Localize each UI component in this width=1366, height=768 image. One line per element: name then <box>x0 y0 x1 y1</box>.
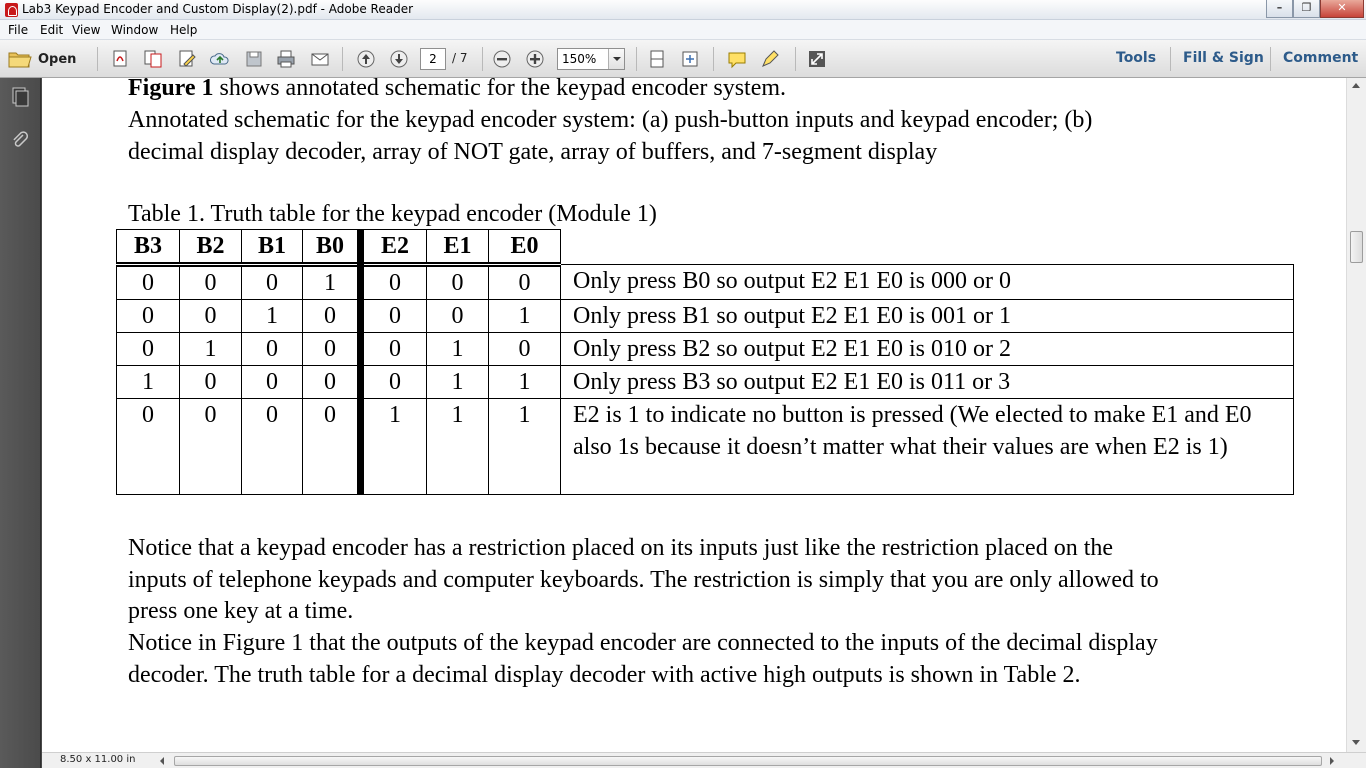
combine-files-icon <box>143 49 163 69</box>
menu-file[interactable]: File <box>8 23 29 37</box>
create-pdf-icon <box>111 49 131 69</box>
cell: 0 <box>427 300 489 333</box>
horizontal-scroll-thumb[interactable] <box>174 756 1322 766</box>
row-description: Only press B1 so output E2 E1 E0 is 001 or 1 <box>561 300 1294 333</box>
toolbar-separator <box>1170 47 1171 71</box>
header-b2: B2 <box>180 230 242 265</box>
toolbar-separator <box>482 47 483 71</box>
cell: 0 <box>242 333 303 366</box>
comment-pane-button[interactable]: Comment <box>1283 50 1359 66</box>
cell: 0 <box>361 300 427 333</box>
zoom-value: 150% <box>562 52 597 66</box>
cell: 0 <box>180 399 242 495</box>
page-total: / 7 <box>452 51 468 65</box>
cell: 0 <box>489 265 561 300</box>
cell: 0 <box>303 333 361 366</box>
cell: 1 <box>117 366 180 399</box>
header-e0: E0 <box>489 230 561 265</box>
minimize-button[interactable] <box>1266 0 1293 18</box>
status-bar <box>42 752 1366 768</box>
title-bar <box>0 0 1366 20</box>
scroll-left-arrow-icon[interactable] <box>160 757 164 765</box>
combine-files-button[interactable] <box>142 48 164 70</box>
minus-circle-icon <box>492 49 512 69</box>
caption-line-2: decimal display decoder, array of NOT gate, array of buffers, and 7-segment display <box>128 139 938 165</box>
table-header-row <box>117 230 1294 265</box>
page-thumbnails-icon[interactable] <box>9 86 31 108</box>
cell: 1 <box>489 399 561 495</box>
zoom-select[interactable] <box>557 48 625 70</box>
row-description: Only press B2 so output E2 E1 E0 is 010 or 2 <box>561 333 1294 366</box>
menu-view[interactable]: View <box>72 23 101 37</box>
cell: 0 <box>303 399 361 495</box>
menu-help[interactable]: Help <box>170 23 198 37</box>
cell: 0 <box>242 265 303 300</box>
vertical-scrollbar[interactable] <box>1346 78 1366 752</box>
fill-sign-pane-button[interactable]: Fill & Sign <box>1183 50 1264 66</box>
table-title: Table 1. Truth table for the keypad encoder (Module 1) <box>128 201 657 227</box>
cell: 0 <box>180 265 242 300</box>
fit-width-button[interactable] <box>646 48 668 70</box>
paragraph-1-line-1: Notice that a keypad encoder has a restriction placed on its inputs just like the restriction placed on the <box>128 535 1114 561</box>
expand-icon <box>680 49 700 69</box>
comment-bubble-icon <box>727 49 747 69</box>
open-button[interactable] <box>8 48 76 70</box>
cell: 1 <box>180 333 242 366</box>
cell: 0 <box>303 366 361 399</box>
cell: 0 <box>303 300 361 333</box>
folder-icon <box>8 49 32 69</box>
scroll-right-arrow-icon[interactable] <box>1330 757 1334 765</box>
figure-label: Figure 1 <box>128 78 214 101</box>
header-empty <box>561 230 1294 265</box>
row-description: Only press B0 so output E2 E1 E0 is 000 or 0 <box>561 265 1294 300</box>
adobe-reader-icon <box>5 3 18 17</box>
plus-circle-icon <box>525 49 545 69</box>
minimize-icon: – <box>1276 1 1283 14</box>
arrow-down-icon <box>389 49 409 69</box>
cell: 0 <box>180 300 242 333</box>
print-icon <box>276 49 296 69</box>
toolbar-separator <box>713 47 714 71</box>
arrow-up-icon <box>356 49 376 69</box>
navigation-pane-strip <box>0 78 41 768</box>
cell: 0 <box>242 399 303 495</box>
figure-description: shows annotated schematic for the keypad encoder system. <box>213 78 787 101</box>
fit-page-icon <box>647 49 667 69</box>
navigation-pane <box>0 78 42 768</box>
paragraph-2-line-2: decoder. The truth table for a decimal display decoder with active high outputs is shown in Table 2. <box>128 662 1081 688</box>
paragraph-1-line-3: press one key at a time. <box>128 598 354 624</box>
cell: 0 <box>117 300 180 333</box>
row-description: Only press B3 so output E2 E1 E0 is 011 or 3 <box>561 366 1294 399</box>
table-row <box>117 265 1294 300</box>
close-icon: ✕ <box>1337 1 1347 14</box>
previous-page-button[interactable] <box>355 48 377 70</box>
toolbar-separator <box>795 47 796 71</box>
cell: 0 <box>242 366 303 399</box>
sticky-note-button[interactable] <box>726 48 748 70</box>
window-title: Lab3 Keypad Encoder and Custom Display(2).pdf - Adobe Reader <box>22 2 414 16</box>
arrows-expand-icon <box>807 49 827 69</box>
vertical-scroll-thumb[interactable] <box>1350 231 1363 263</box>
cell: 1 <box>242 300 303 333</box>
cell: 0 <box>180 366 242 399</box>
cell: 0 <box>117 265 180 300</box>
cloud-upload-icon <box>210 49 230 69</box>
save-icon <box>244 49 264 69</box>
cell: 0 <box>117 333 180 366</box>
row-description: E2 is 1 to indicate no button is pressed (We elected to make E1 and E0 also 1s because it doesn’t matter what their values are when E2 is 1) <box>561 399 1294 495</box>
edit-button[interactable] <box>176 48 198 70</box>
cell: 1 <box>427 333 489 366</box>
cell: 0 <box>361 366 427 399</box>
table-row <box>117 300 1294 333</box>
header-b3: B3 <box>117 230 180 265</box>
full-screen-button[interactable] <box>806 48 828 70</box>
restore-icon: ❐ <box>1301 1 1312 14</box>
zoom-out-button[interactable] <box>491 48 513 70</box>
document-view[interactable] <box>42 78 1346 752</box>
paragraph-1-line-2: inputs of telephone keypads and computer keyboards. The restriction is simply that you are only allowed to <box>128 567 1159 593</box>
page-number-input[interactable]: 2 <box>420 48 446 70</box>
caption-line-1: Annotated schematic for the keypad encoder system: (a) push-button inputs and keypad encoder; (b) <box>128 107 1093 133</box>
header-e1: E1 <box>427 230 489 265</box>
window-controls <box>1266 0 1364 18</box>
upload-button[interactable] <box>209 48 231 70</box>
restore-button[interactable] <box>1293 0 1320 18</box>
toolbar-separator <box>97 47 98 71</box>
cell: 1 <box>427 366 489 399</box>
truth-table <box>116 229 1294 495</box>
email-button[interactable] <box>309 48 331 70</box>
save-button[interactable] <box>243 48 265 70</box>
menu-window[interactable]: Window <box>111 23 159 37</box>
paragraph-2-line-1: Notice in Figure 1 that the outputs of the keypad encoder are connected to the inputs of the decimal display <box>128 630 1158 656</box>
highlighter-icon <box>760 49 780 69</box>
close-button[interactable] <box>1320 0 1364 18</box>
header-e2: E2 <box>361 230 427 265</box>
envelope-icon <box>310 49 330 69</box>
create-pdf-button[interactable] <box>110 48 132 70</box>
toolbar <box>0 40 1366 78</box>
paperclip-icon[interactable] <box>9 130 31 152</box>
scroll-down-arrow-icon[interactable] <box>1352 740 1360 745</box>
scroll-up-arrow-icon[interactable] <box>1352 83 1360 88</box>
cell: 0 <box>361 265 427 300</box>
cell: 1 <box>303 265 361 300</box>
cell: 0 <box>361 333 427 366</box>
menu-edit[interactable]: Edit <box>40 23 64 37</box>
table-row <box>117 399 1294 495</box>
table-row <box>117 333 1294 366</box>
page-size-label: 8.50 x 11.00 in <box>60 754 136 765</box>
cell: 1 <box>361 399 427 495</box>
next-page-button[interactable] <box>388 48 410 70</box>
cell: 0 <box>489 333 561 366</box>
cell: 1 <box>427 399 489 495</box>
table-row <box>117 366 1294 399</box>
chevron-down-icon[interactable] <box>608 49 624 69</box>
toolbar-separator <box>636 47 637 71</box>
cell: 0 <box>117 399 180 495</box>
header-b0: B0 <box>303 230 361 265</box>
toolbar-separator <box>342 47 343 71</box>
figure-reference-line <box>128 78 786 104</box>
menu-bar <box>0 20 1366 40</box>
open-label: Open <box>38 51 77 67</box>
header-b1: B1 <box>242 230 303 265</box>
cell: 1 <box>489 300 561 333</box>
highlight-button[interactable] <box>759 48 781 70</box>
fit-window-button[interactable] <box>679 48 701 70</box>
edit-document-icon <box>177 49 197 69</box>
tools-pane-button[interactable]: Tools <box>1116 50 1157 66</box>
cell: 1 <box>489 366 561 399</box>
cell: 0 <box>427 265 489 300</box>
print-button[interactable] <box>275 48 297 70</box>
toolbar-separator <box>1270 47 1271 71</box>
zoom-in-button[interactable] <box>524 48 546 70</box>
